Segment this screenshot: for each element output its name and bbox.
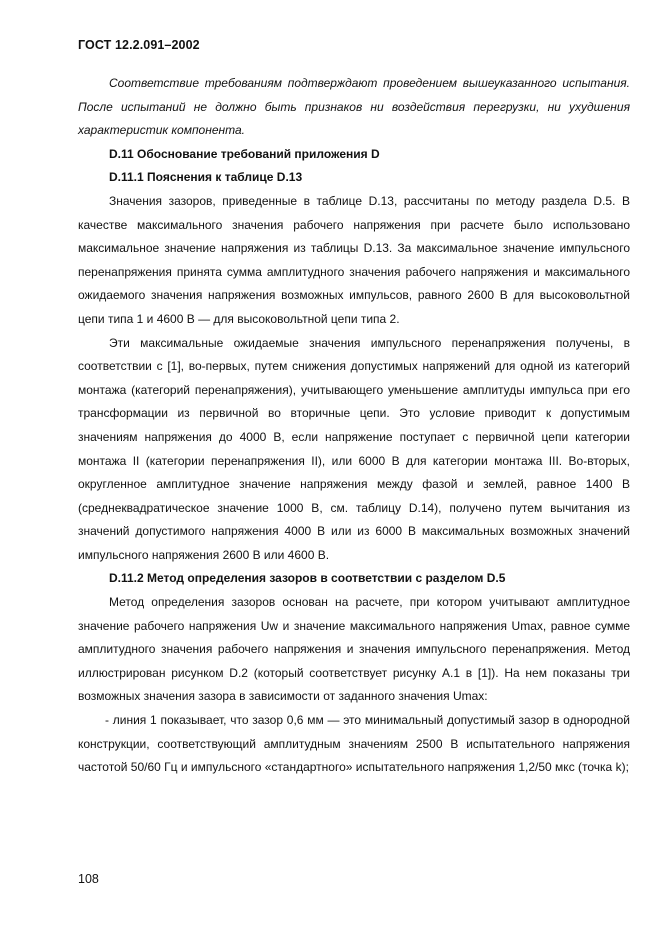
section-heading-d11: D.11 Обоснование требований приложения D xyxy=(109,146,380,161)
paragraph-overvoltage-values: Эти максимальные ожидаемые значения импульсного перенапряжения получены, в соответствии с [1], во-первых, путем снижения допустимых напряжений для одной из категорий монтажа (категорий перенапряжения), учитывающего уменьшение амплитуды импульса при его трансформации из первичной во вторичные цепи. Это условие приводит к допустимым значениям напряжения до 4000 В, если напряжение поступает с первичной цепи категории монтажа II (категории перенапряжения II), или 6000 В для категории монтажа III. Во-вторых, округленное амплитудное значение напряжения между фазой и землей, равное 1400 В (среднеквадратическое значение 1000 В, см. таблицу D.14), получено путем вычитания из значений допустимого напряжения 4000 В или из 6000 В максимальных возможных значений импульсного напряжения 2600 В или 4600 В. xyxy=(78,335,630,562)
list-item-line-1: - линия 1 показывает, что зазор 0,6 мм — это минимальный допустимый зазор в однородной конструкции, соответствующий амплитудным значениям 2500 В испытательного напряжения частотой 50/60 Гц и импульсного «стандартного» испытательного напряжения 1,2/50 мкс (точка k); xyxy=(78,713,630,775)
section-heading-d11-2: D.11.2 Метод определения зазоров в соответствии с разделом D.5 xyxy=(109,571,506,586)
page-number: 108 xyxy=(78,872,99,886)
section-heading-d11-1: D.11.1 Пояснения к таблице D.13 xyxy=(109,170,303,185)
paragraph-method-description: Метод определения зазоров основан на расчете, при котором учитывают амплитудное значение рабочего напряжения Uw и значение максимального напряжения Umax, равное сумме амплитудного значения рабочего напряжения и значения импульсного перенапряжения. Метод иллюстрирован рисунком D.2 (который соответствует рисунку A.1 в [1]). На нем показаны три возможных значения зазора в зависимости от заданного значения Umax: xyxy=(78,595,630,704)
paragraph-clearance-values: Значения зазоров, приведенные в таблице D.13, рассчитаны по методу раздела D.5. В качестве максимального значения рабочего напряжения при расчете было использовано максимальное значение напряжения из таблицы D.13. За максимальное значение импульсного перенапряжения принята сумма амплитудного значения рабочего напряжения и максимального ожидаемого значения напряжения возможных импульсов, равного 2600 В для высоковольтной цепи типа 1 и 4600 В — для высоковольтной цепи типа 2. xyxy=(78,193,630,326)
page-header: ГОСТ 12.2.091–2002 xyxy=(78,38,200,52)
paragraph-test-conformity: Соответствие требованиям подтверждают проведением вышеуказанного испытания. После испытаний не должно быть признаков ни воздействия перегрузки, ни ухудшения характеристик компонента. xyxy=(78,76,630,138)
document-body xyxy=(78,72,630,780)
